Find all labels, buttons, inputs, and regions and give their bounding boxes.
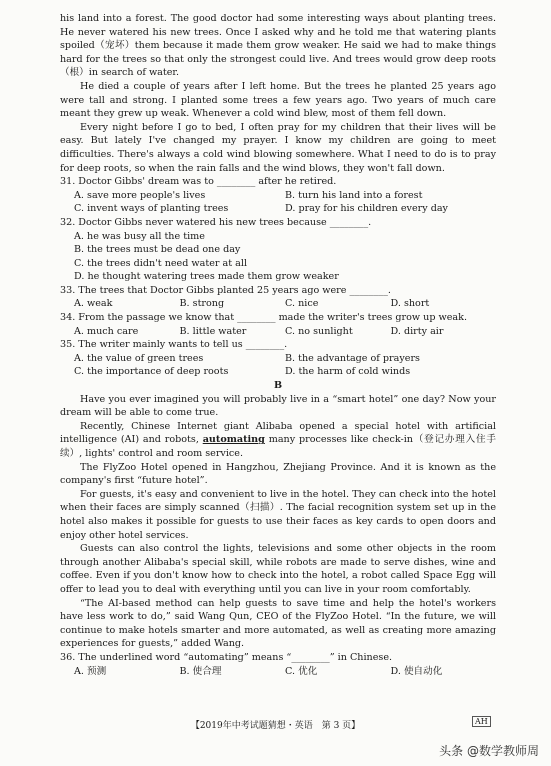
option-d[interactable]: D. pray for his children every day [285, 203, 448, 215]
paragraph-text: many processes like check-in（登记办理入住手续）, lights' control and room service. [60, 434, 496, 459]
passage-b-paragraph: Guests can also control the lights, televisions and some other objects in the room through another Alibaba's special skill, while robots are made to serve dishes, wine and coffee. Even if you don't know how to check into the hotel, a robot called Space Egg will offer to lead you to deal with everything until you can live in your room comfortably. [60, 543, 496, 595]
option-b[interactable]: B. turn his land into a forest [285, 189, 423, 201]
option-c[interactable]: C. nice [285, 298, 319, 310]
passage-a-paragraph: Every night before I go to bed, I often pray for my children that their lives will be easy. But lately I've changed my prayer. I know my children are going to meet difficulties. There's always a cold wind blowing somewhere. What I need to do is to pray for deep roots, so when the rain falls and the wind blows, they won't fall down. [60, 121, 496, 174]
option-d[interactable]: D. short [390, 298, 430, 310]
question-35-stem: 35. The writer mainly wants to tell us ________. [60, 339, 288, 351]
option-b[interactable]: B. the trees must be dead one day [74, 244, 241, 256]
option-a[interactable]: A. the value of green trees [74, 352, 204, 364]
exam-page [60, 12, 496, 678]
question-36-stem: 36. The underlined word “automating” means “________” in Chinese. [60, 651, 393, 663]
option-c[interactable]: C. the trees didn't need water at all [74, 257, 248, 269]
option-d[interactable]: D. the harm of cold winds [285, 366, 411, 378]
passage-a-paragraph: He died a couple of years after I left home. But the trees he planted 25 years ago were tall and strong. I planted some trees a few years ago. Two years of much care meant they grew up weak. Whenever a cold wind blew, most of them fell down. [60, 80, 496, 120]
option-d[interactable]: D. 使自动化 [390, 665, 443, 677]
question-34-stem: 34. From the passage we know that ________ made the writer's trees grow up weak. [60, 312, 467, 324]
question-31-options [60, 189, 496, 216]
option-a[interactable]: A. save more people's lives [74, 189, 206, 201]
option-b[interactable]: B. the advantage of prayers [285, 352, 420, 364]
section-heading-b: B [273, 380, 283, 392]
option-c[interactable]: C. the importance of deep roots [74, 366, 229, 378]
question-34-options [60, 325, 496, 339]
option-a[interactable]: A. much care [74, 325, 139, 337]
option-b[interactable]: B. 使合理 [179, 665, 222, 677]
option-d[interactable]: D. dirty air [390, 325, 444, 337]
passage-b-paragraph: The FlyZoo Hotel opened in Hangzhou, Zhejiang Province. And it is known as the company's first “future hotel”. [60, 461, 496, 487]
passage-b-paragraph: For guests, it's easy and convenient to live in the hotel. They can check into the hotel when their faces are simply scanned（扫描）. The facial recognition system set up in the hotel also makes it possible for guests to use their faces as key cards to open doors and enjoy other hotel services. [60, 488, 496, 541]
question-32-stem: 32. Doctor Gibbs never watered his new trees because ________. [60, 216, 372, 228]
option-a[interactable]: A. he was busy all the time [74, 230, 205, 242]
question-35-options [60, 352, 496, 379]
underlined-word: automating [202, 434, 265, 446]
passage-a-paragraph: his land into a forest. The good doctor had some interesting ways about planting trees. He never watered his new trees. Once I asked why and he told me that watering plants spoiled（宠坏）them because it made them grow weaker. He said we had to make things hard for the trees so that only the strongest could live. And trees would grow deep roots（根）in search of water. [60, 13, 496, 79]
option-a[interactable]: A. weak [74, 298, 113, 310]
question-31-stem: 31. Doctor Gibbs' dream was to ________ after he retired. [60, 176, 337, 188]
option-b[interactable]: B. strong [179, 298, 225, 310]
option-c[interactable]: C. 优化 [285, 665, 318, 677]
option-a[interactable]: A. 预测 [74, 665, 107, 677]
question-33-options [60, 297, 496, 311]
option-c[interactable]: C. no sunlight [285, 325, 353, 337]
question-36-options [60, 665, 496, 679]
paragraph-text: Recently, Chinese Internet giant Alibaba opened a special hotel with artificial intelligence (AI) and robots, [60, 420, 496, 446]
passage-b-paragraph: Have you ever imagined you will probably live in a “smart hotel” one day? Now your dream will be able to come true. [60, 393, 496, 419]
passage-b-paragraph: “The AI-based method can help guests to save time and help the hotel's workers have less work to do,” said Wang Qun, CEO of the FlyZoo Hotel. “In the future, we will continue to make hotels smarter and more automated, as well as creating more amazing experiences for guests,” added Wang. [60, 597, 496, 650]
option-d[interactable]: D. he thought watering trees made them grow weaker [74, 271, 339, 283]
option-b[interactable]: B. little water [179, 325, 247, 337]
passage-b-paragraph [60, 420, 496, 461]
option-c[interactable]: C. invent ways of planting trees [74, 203, 229, 215]
question-33-stem: 33. The trees that Doctor Gibbs planted 25 years ago were ________. [60, 284, 391, 296]
corner-tag: AH [472, 716, 491, 727]
page-footer: 【2019年中考试题猜想・英语 第 3 页】 [190, 721, 361, 731]
watermark: 头条 @数学教师周 [439, 744, 539, 758]
